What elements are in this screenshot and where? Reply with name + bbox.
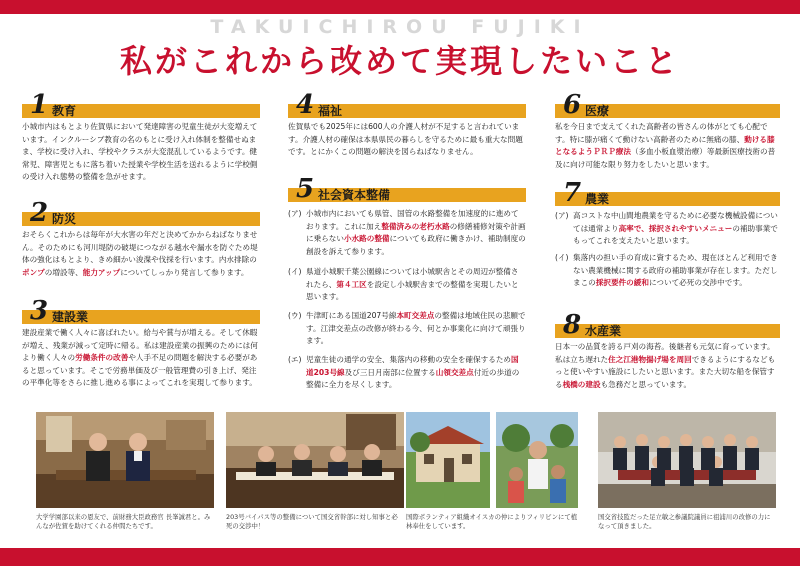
section-number: 5 bbox=[296, 174, 315, 204]
photo-caption: 国交省技監だった足立敏之参議院議員に祖浦川の改修の力になって頂きました。 bbox=[598, 513, 771, 530]
list-item: (ア) 高コストな中山間地農業を守るために必要な機械設備については通常より高率で、採択されやすいメニューの補助事業でもってこれを支えたいと思います。 bbox=[555, 211, 778, 245]
photo-group-ministry bbox=[598, 412, 776, 508]
photo-tree-planting bbox=[496, 412, 578, 508]
section-number: 4 bbox=[296, 90, 315, 120]
section-number: 7 bbox=[563, 178, 582, 208]
section-title: 福祉 bbox=[318, 104, 343, 118]
photo-ministry-negotiation bbox=[226, 412, 404, 508]
section-title: 水産業 bbox=[585, 324, 622, 338]
section-body: 日本一の品質を誇る戸刈の海苔。後継者も元気に育っています。私は立ち遅れた住之江港物揚げ場を周回できるようにするなどもっと使いやすい施設にしたいと思います。また大切な船を保管する桟橋の建設も急務だと思っています。 bbox=[555, 342, 776, 389]
section-body: 建設産業で働く人々に喜ばれたい。給与や賞与が増える。そして休暇が増え、残業が減って定時に帰る。私は建設産業の振興のためには何より働く人々の労働条件の改善や人手不足の問題を解決する必要があると思っています。そこで労務単価及び一般管理費の引き上げ、発注の平準化等をさらに推し進める事によってこれを実現して参ります。 bbox=[22, 328, 258, 387]
section-number: 6 bbox=[563, 90, 582, 120]
section-title: 農業 bbox=[585, 192, 610, 206]
list-item: (エ) 児童生徒の通学の安全、集落内の移動の安全を確保するため国道203号線及び三日月南部に位置する山領交差点付近の歩道の整備に全力を尽くします。 bbox=[288, 355, 520, 389]
section-number: 8 bbox=[563, 310, 582, 340]
section-body: おそらくこれからは毎年が大水害の年だと決めてかからねばなりません。そのためにも河川堤防の破堤につながる越水や漏水を防ぐため堤体の強化はもとより、きめ細かい浚渫や伐採を行います。内水排除のポンプの増設等、能力アップについてしっかり発言して参ります。 bbox=[22, 230, 258, 277]
section-body: 小城市内はもとより佐賀県において発達障害の児童生徒が大変増えています。インクルーシブ教育の名のもとに受け入れ体制を整備せぬまま、学校に受け入れ、学校やクラスが大変混乱しているようです。健常児、障害児ともに落ち着いた授業や学校生活を送れるように学校側の受け入れ態勢の整備を急がせます。 bbox=[22, 122, 258, 181]
section-title: 教育 bbox=[52, 104, 77, 118]
list-item: (ウ) 牛津町にある国道207号線本町交差点の整備は地域住民の悲願です。江津交差点の改修が終わる今、何とか事業化に向けて頑張ります。 bbox=[288, 311, 526, 345]
top-red-bar bbox=[0, 0, 800, 14]
section-number: 3 bbox=[30, 296, 49, 326]
list-item: (イ) 県道小城駅千葉公園線については小城駅舎とその周辺が整備されたら、第４工区を設定し小城駅舎までの整備を実現したいと思います。 bbox=[288, 267, 519, 301]
section-title: 社会資本整備 bbox=[318, 188, 391, 202]
list-item: (ア) 小城市内においても県管、国管の水路整備を加速度的に進めております。これに加え整備済みの老朽水路の修繕補修対策や計画に乗らない小水路の整備についても政府に働きかけ、補助制度の創設を訴えて参ります。 bbox=[288, 209, 526, 256]
photo-philippines-building bbox=[406, 412, 490, 508]
section-title: 防災 bbox=[52, 212, 77, 226]
photo-caption: 大学学園部以来の恩友で、前財務大臣政務官 長峯誠君と。みんなが佐賀を助けてくれる仲間たちです。 bbox=[36, 513, 211, 530]
section-title: 医療 bbox=[585, 104, 610, 118]
photo-caption: 203号バイパス等の整備について国交省幹部に対し知事と必死の交渉中！ bbox=[226, 513, 398, 530]
section-number: 1 bbox=[30, 90, 49, 120]
section-body: 佐賀県でも2025年には600人の介護人材が不足すると言われています。介護人材の確保は本県県民の暮らしを守るために最も重大な問題です。とにかくこの問題の解決を図らねばなりません。 bbox=[288, 122, 523, 156]
photo-office-meeting bbox=[36, 412, 214, 508]
photo-caption: 国際ボランティア組織オイスカの仲によりフィリピンにて植林奉仕をしています。 bbox=[406, 513, 578, 530]
section-number: 2 bbox=[30, 198, 49, 228]
section-body: 私を今日まで支えてくれた高齢者の皆さんの体がとても心配です。特に膝が痛くて動けない高齢者のために無痛の膝、動ける膝となるようＰＲＰ療法（多血小板血漿治療）等最新医療技術の普及に向け可能な限り努力をしたいと思います。 bbox=[555, 122, 776, 169]
section-title: 建設業 bbox=[52, 310, 89, 324]
name-watermark: TAKUICHIROU FUJIKI bbox=[210, 16, 590, 38]
page-headline: 私がこれから改めて実現したいこと bbox=[119, 42, 680, 80]
list-item: (イ) 集落内の担い手の育成に資するため、現在ほとんど利用できない農業機械に関する政府の補助事業が存在します。ただしまこの採択要件の緩和について必死の交渉中です。 bbox=[555, 253, 778, 287]
bottom-red-bar bbox=[0, 548, 800, 566]
